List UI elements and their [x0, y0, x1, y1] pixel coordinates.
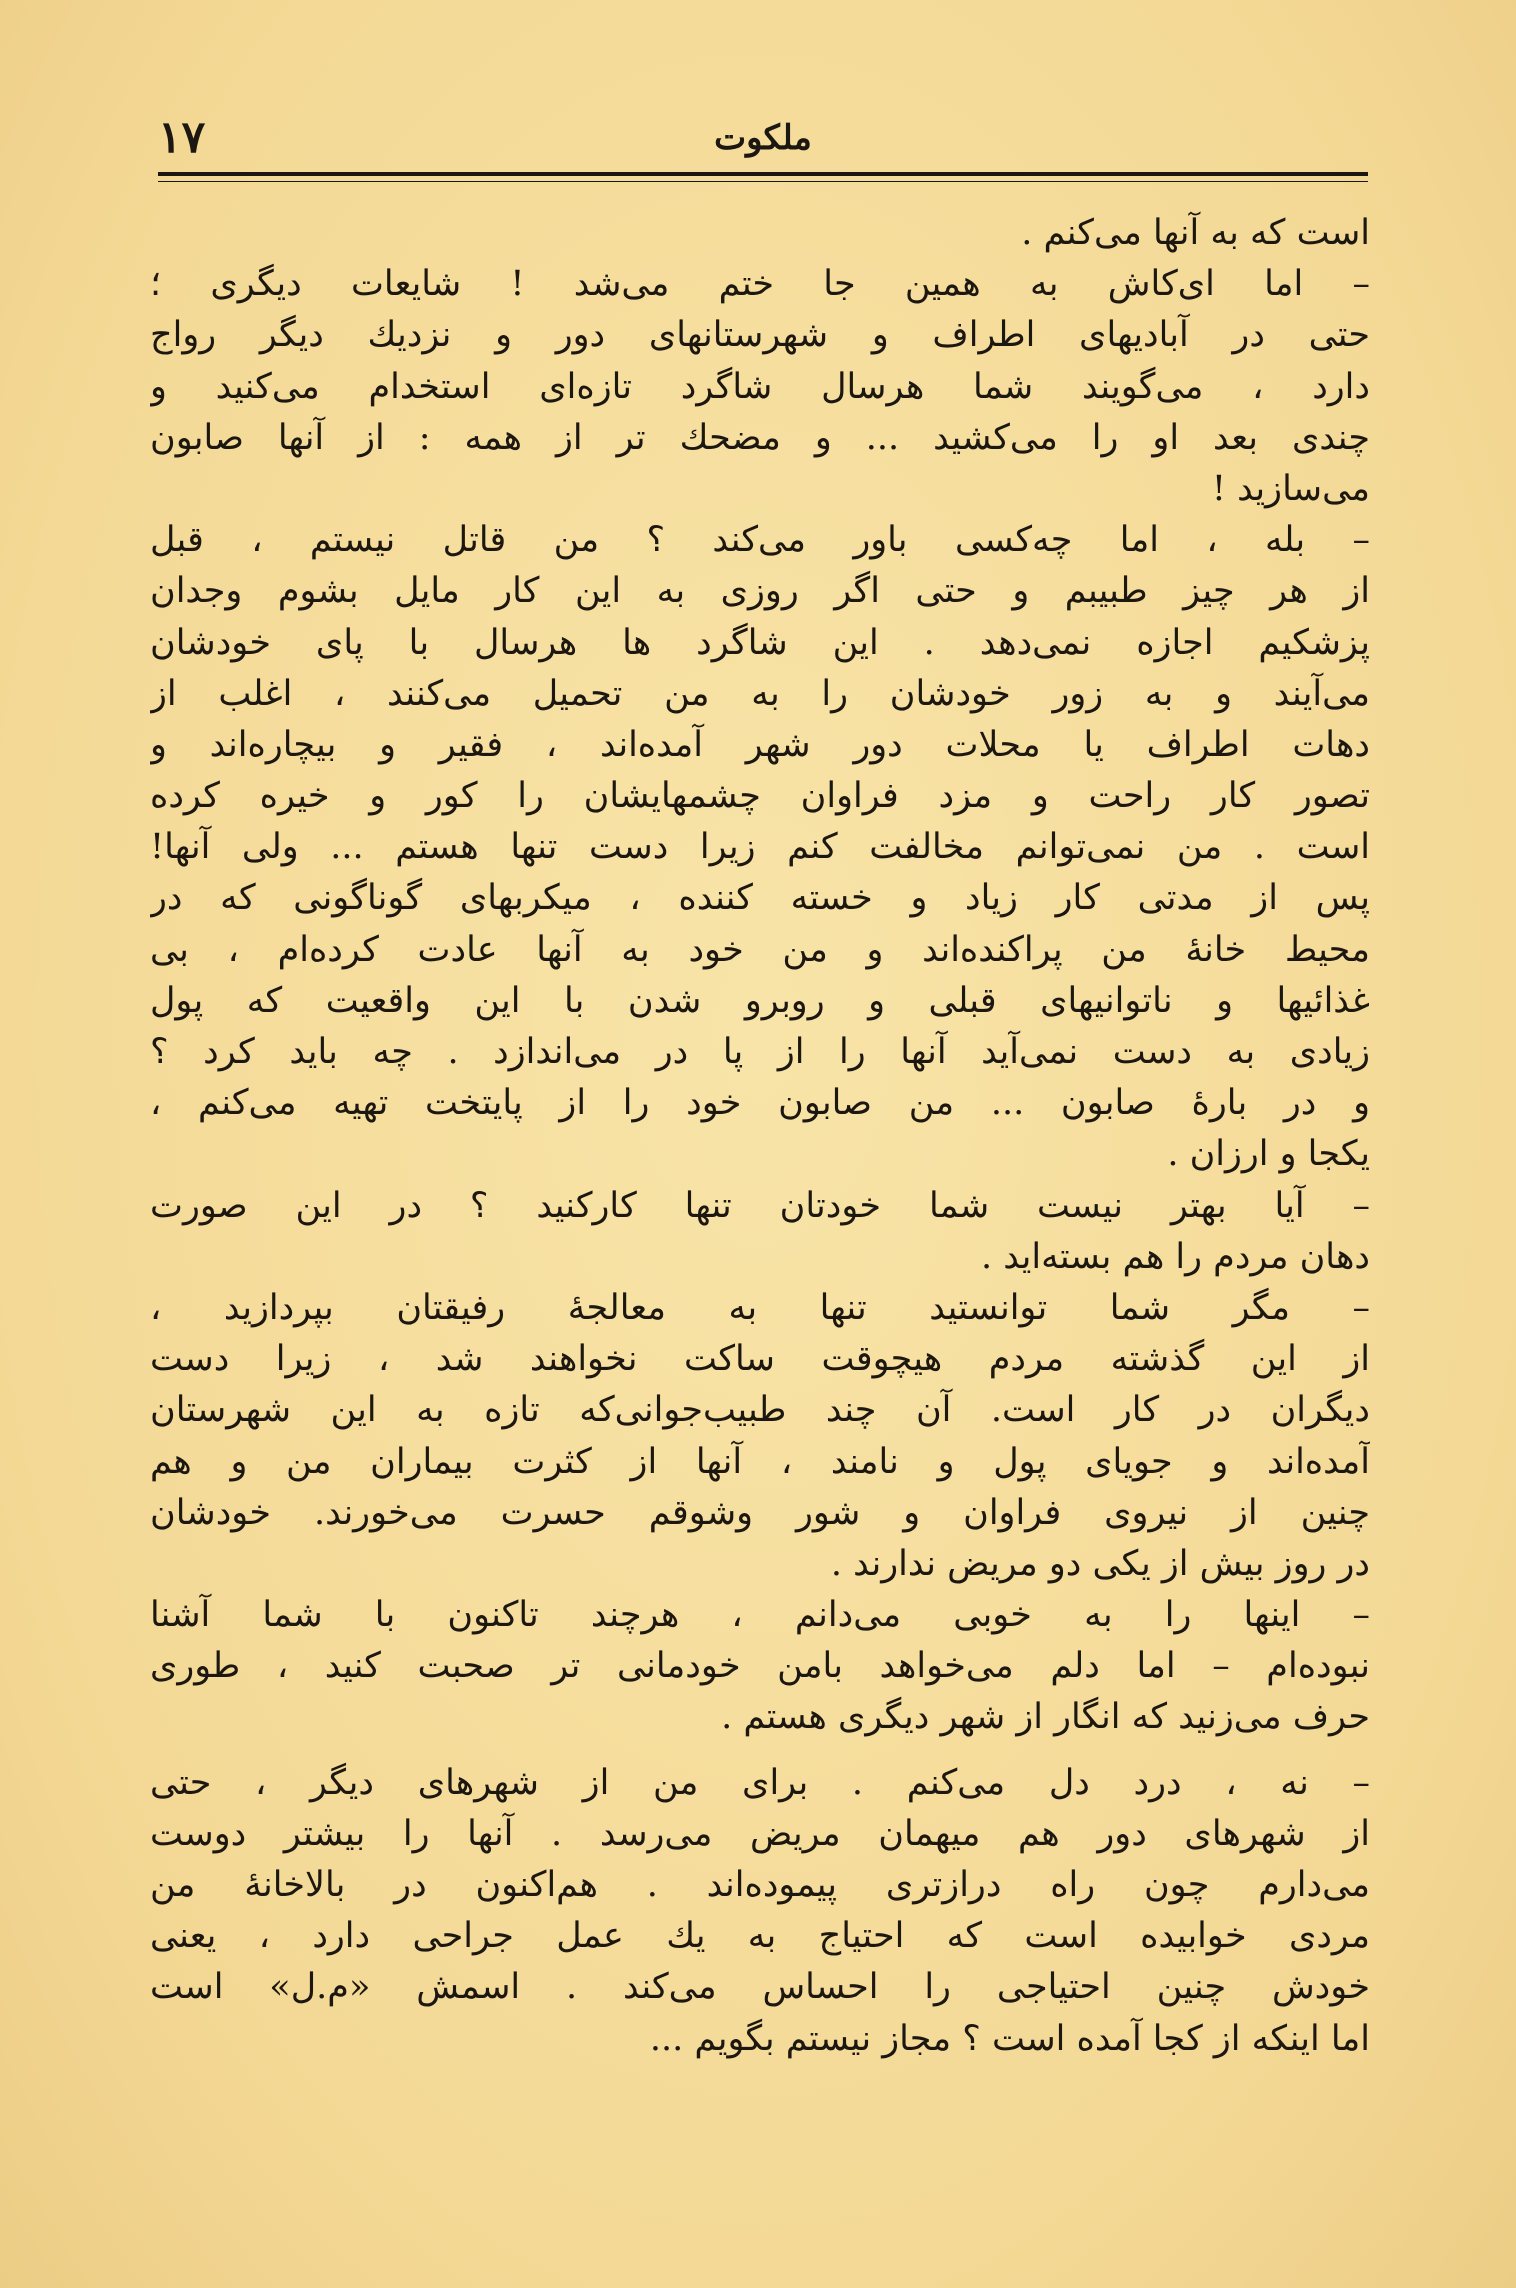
text-line: چنین از نیروی فراوان و شور وشوقم حسرت می‌خورند. خودشان	[150, 1492, 1370, 1533]
text-line: زیادی به دست نمی‌آید آنها را از پا در می‌اندازد . چه باید کرد ؟	[150, 1032, 1370, 1072]
header-rule-thin	[158, 181, 1368, 182]
text-line: نبوده‌ام – اما دلم می‌خواهد بامن خودمانی تر صحبت کنید ، طوری	[150, 1646, 1370, 1687]
text-line: محیط خانهٔ من پراکنده‌اند و من خود به آنها عادت کرده‌ام ، بی‌	[150, 929, 1370, 970]
text-line: – بله ، اما چه‌کسی باور می‌کند ؟ من قاتل نیستم ، قبل	[150, 520, 1370, 561]
text-line: از این گذشته مردم هیچوقت ساکت نخواهند شد ، زیرا دست	[150, 1339, 1370, 1380]
text-line: دهان مردم را هم بسته‌اید .	[981, 1236, 1370, 1277]
body-text	[150, 208, 1370, 2065]
text-line: می‌دارم چون راه درازتری پیموده‌اند . هم‌اکنون در بالاخانهٔ من	[150, 1865, 1370, 1905]
text-line: خودش چنین احتیاجی را احساس می‌کند . اسمش «م.ل» است	[150, 1967, 1370, 2008]
text-line: – آیا بهتر نیست شما خودتان تنها کارکنید ؟ در این صورت	[150, 1185, 1370, 1226]
text-line: یکجا و ارزان .	[1167, 1134, 1370, 1175]
text-line: مردی خوابیده است که احتیاج به یك عمل جراحی دارد ، یعنی	[150, 1916, 1370, 1957]
page-header	[158, 112, 1368, 172]
text-line: – اما ای‌کاش به همین جا ختم می‌شد ! شایعات دیگری ؛	[150, 264, 1370, 305]
text-line: – نه ، درد دل می‌کنم . برای من از شهرهای دیگر ، حتی	[150, 1762, 1370, 1803]
text-line: دیگران در کار است. آن چند طبیب‌جوانی‌که تازه به این شهرستان	[150, 1390, 1370, 1431]
text-line: است که به آنها می‌کنم .	[1021, 213, 1370, 253]
text-line: – اینها را به خوبی می‌دانم ، هرچند تاکنون با شما آشنا	[150, 1595, 1370, 1636]
text-line: حتی در آبادیهای اطراف و شهرستانهای دور و نزدیك دیگر رواج	[150, 315, 1370, 356]
text-line: در روز بیش از یکی دو مریض ندارند .	[830, 1543, 1370, 1584]
text-line: تصور کار راحت و مزد فراوان چشمهایشان را کور و خیره کرده	[150, 776, 1370, 817]
text-line: از شهرهای دور هم میهمان مریض می‌رسد . آنها را بیشتر دوست	[150, 1813, 1370, 1854]
text-line: می‌آیند و به زور خودشان را به من تحمیل می‌کنند ، اغلب از	[150, 673, 1370, 714]
text-line: – مگر شما توانستید تنها به معالجهٔ رفیقتان بپردازید ،	[150, 1287, 1370, 1328]
text-line: حرف می‌زنید که انگار از شهر دیگری هستم .	[721, 1697, 1370, 1738]
text-line: است . من نمی‌توانم مخالفت کنم زیرا دست تنها هستم ... ولی آنها!	[150, 827, 1370, 868]
text-line: می‌سازید !	[1211, 468, 1370, 509]
running-title: ملکوت	[714, 118, 812, 158]
text-line: پس از مدتی کار زیاد و خسته کننده ، میکربهای گوناگونی که در	[150, 878, 1370, 919]
page-number: ۱۷	[158, 112, 206, 163]
text-line: آمده‌اند و جویای پول و نامند ، آنها از کثرت بیماران من و هم	[150, 1441, 1370, 1482]
text-line: دارد ، می‌گویند شما هرسال شاگرد تازه‌ای استخدام می‌کنید و	[150, 366, 1370, 407]
text-line: از هر چیز طبیبم و حتی اگر روزی به این کار مایل بشوم وجدان	[150, 571, 1370, 612]
text-line: و در بارهٔ صابون ... من صابون خود را از پایتخت تهیه می‌کنم ،	[150, 1083, 1370, 1124]
text-line: اما اینکه از کجا آمده است ؟ مجاز نیستم بگویم ...	[649, 2018, 1370, 2059]
header-rule-thick	[158, 172, 1368, 176]
text-line: غذائیها و ناتوانیهای قبلی و روبرو شدن با این واقعیت که پول	[150, 980, 1370, 1021]
text-line: پزشکیم اجازه نمی‌دهد . این شاگرد ها هرسال با پای خودشان	[150, 622, 1370, 663]
text-line: چندی بعد او را می‌کشید ... و مضحك تر از همه : از آنها صابون	[150, 417, 1370, 458]
text-line: دهات اطراف یا محلات دور شهر آمده‌اند ، فقیر و بیچاره‌اند و	[150, 724, 1370, 765]
